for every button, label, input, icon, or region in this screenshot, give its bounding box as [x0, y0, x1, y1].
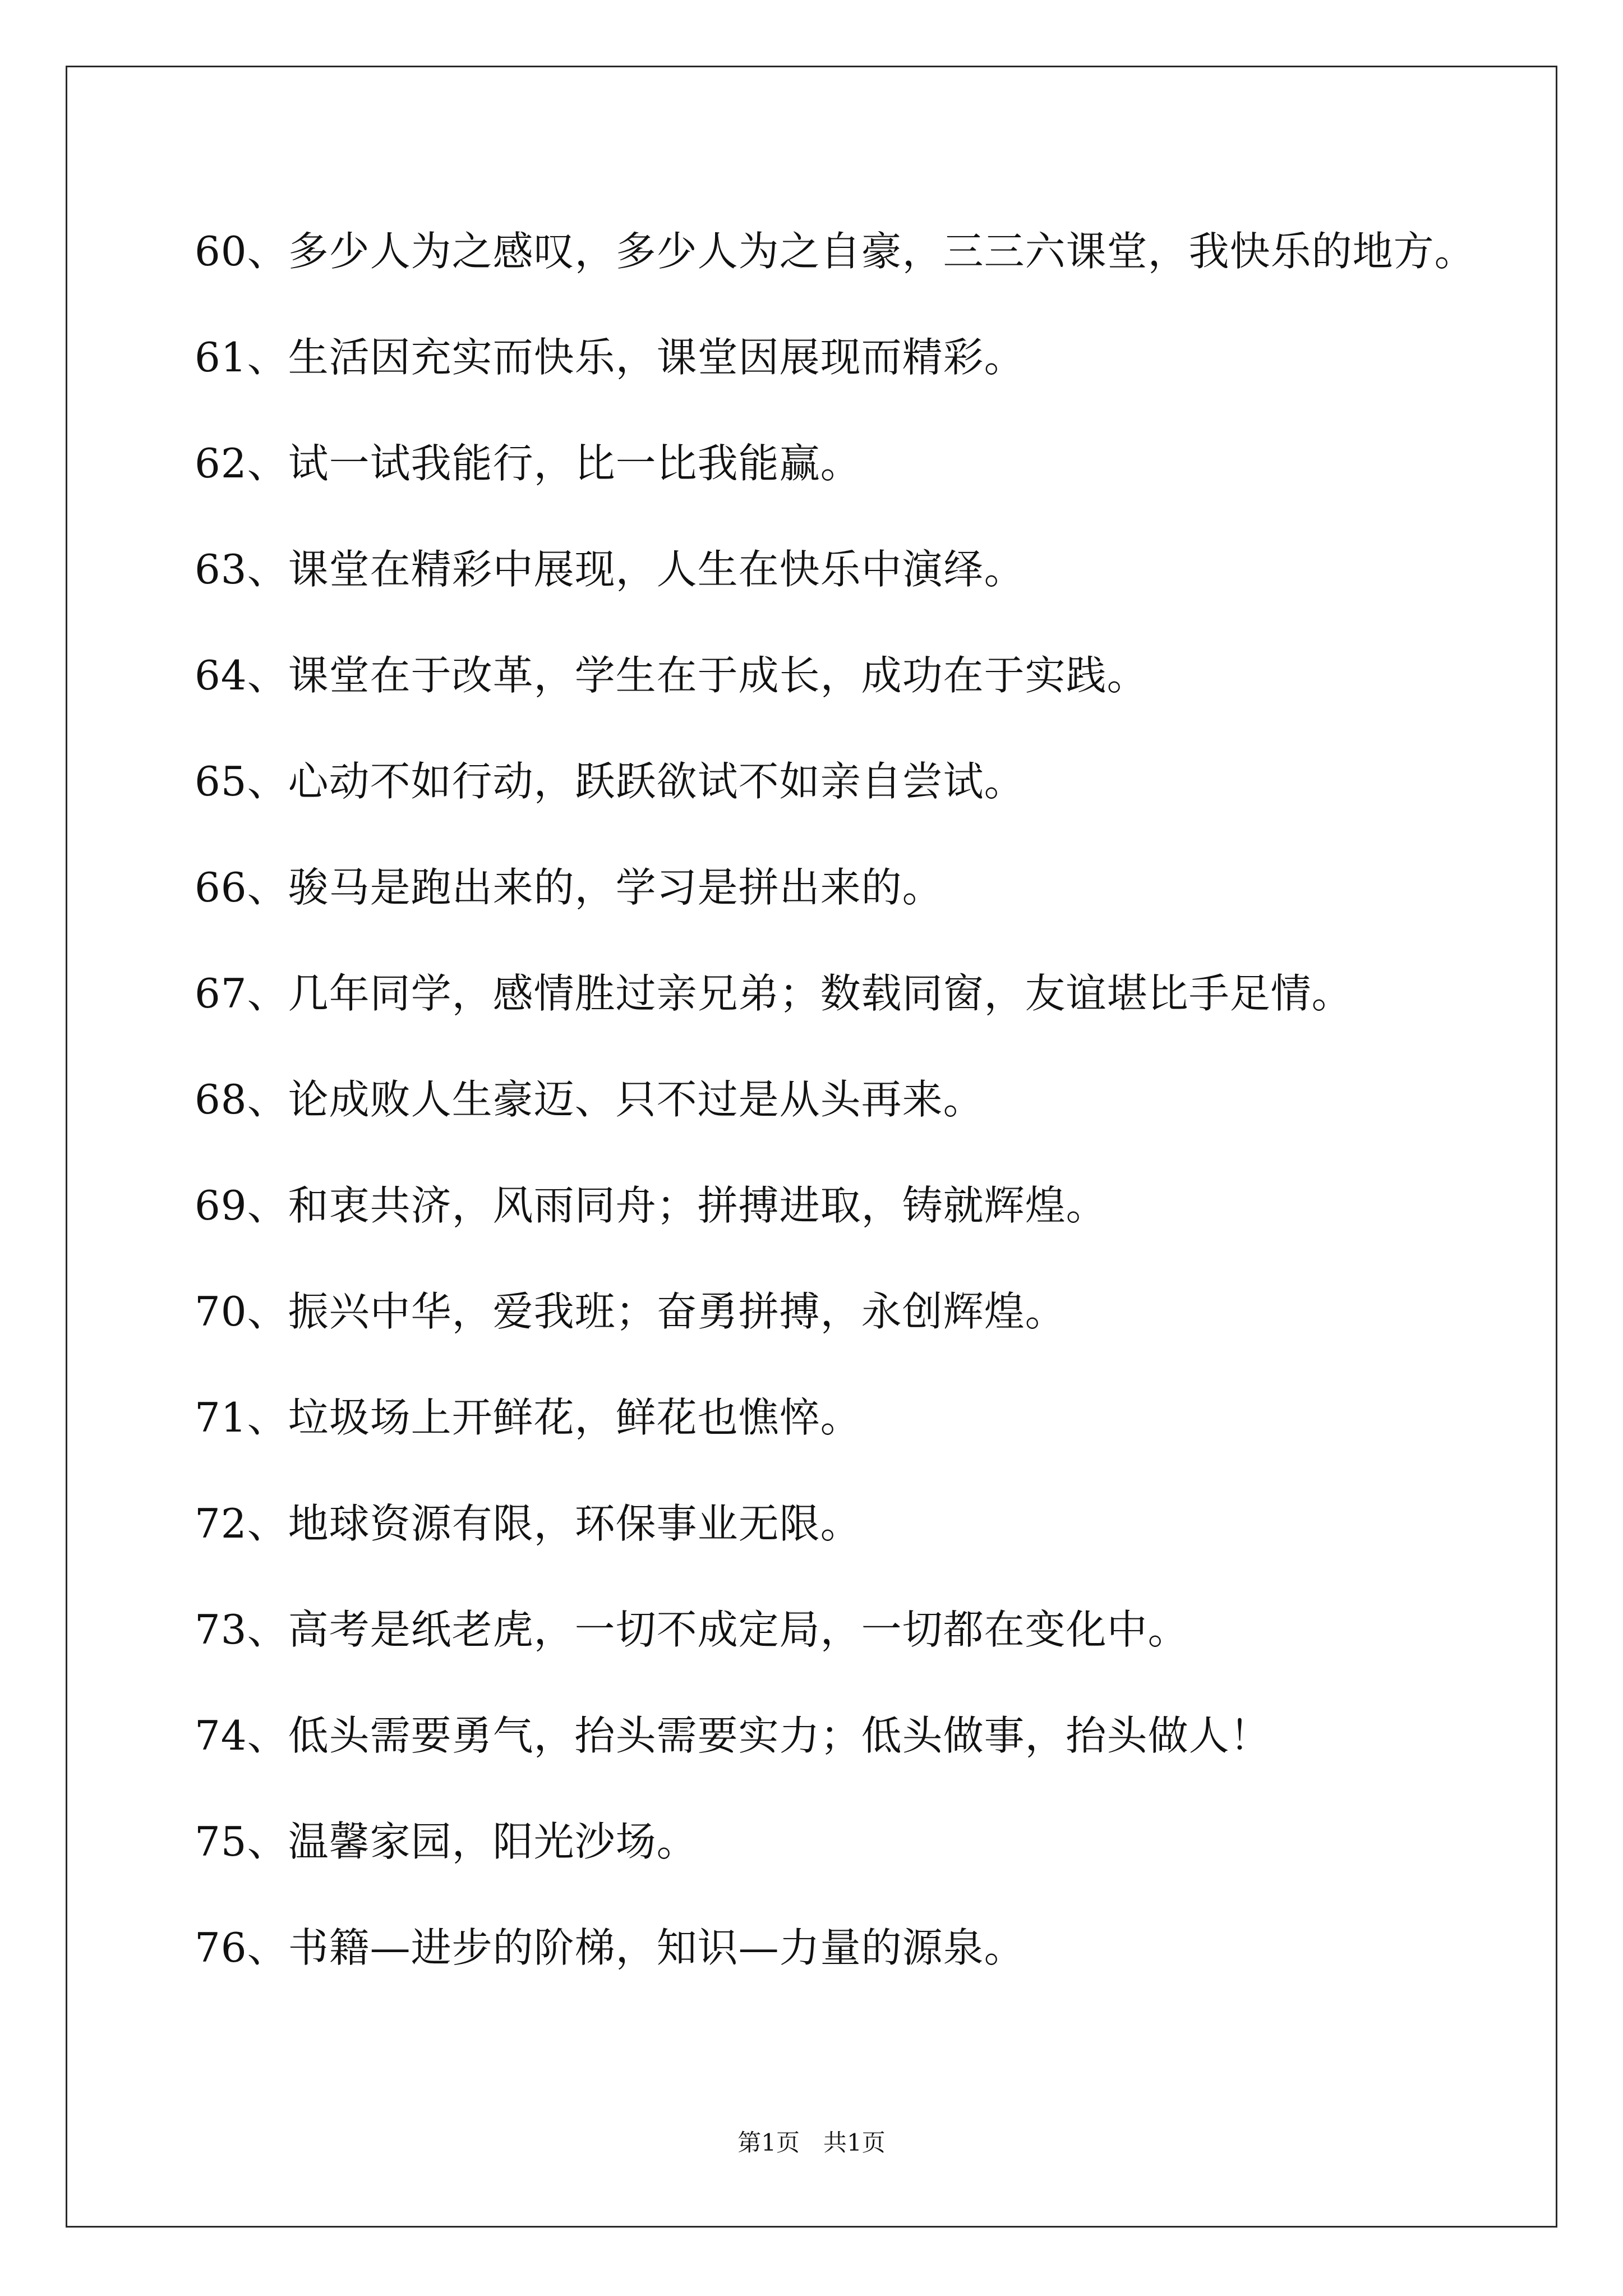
quote-line: 63、课堂在精彩中展现，人生在快乐中演绎。: [195, 546, 1025, 593]
quote-line: 75、温馨家园，阳光沙场。: [195, 1818, 698, 1865]
quote-line: 74、低头需要勇气，抬头需要实力；低头做事，抬头做人！: [195, 1712, 1271, 1759]
quote-line: 72、地球资源有限，环保事业无限。: [195, 1500, 861, 1547]
quote-line: 69、和衷共济，风雨同舟；拼搏进取，铸就辉煌。: [195, 1182, 1107, 1229]
quote-list: [195, 199, 1541, 2001]
page-footer: 第1页 共1页: [737, 2129, 886, 2156]
quote-line: 61、生活因充实而快乐，课堂因展现而精彩。: [195, 334, 1025, 381]
quote-line: 64、课堂在于改革，学生在于成长，成功在于实践。: [195, 652, 1148, 699]
quote-line: 60、多少人为之感叹，多少人为之自豪，三三六课堂，我快乐的地方。: [195, 228, 1476, 275]
quote-line: 76、书籍—进步的阶梯，知识—力量的源泉。: [195, 1924, 1025, 1971]
quote-line: 70、振兴中华，爱我班；奋勇拼搏，永创辉煌。: [195, 1288, 1066, 1335]
quote-line: 73、高考是纸老虎，一切不成定局，一切都在变化中。: [195, 1606, 1189, 1653]
quote-line: 68、论成败人生豪迈、只不过是从头再来。: [195, 1076, 984, 1123]
quote-line: 71、垃圾场上开鲜花，鲜花也憔悴。: [195, 1394, 861, 1441]
quote-line: 66、骏马是跑出来的，学习是拼出来的。: [195, 864, 943, 911]
quote-line: 62、试一试我能行，比一比我能赢。: [195, 440, 861, 487]
quote-line: 65、心动不如行动，跃跃欲试不如亲自尝试。: [195, 758, 1025, 805]
quote-line: 67、几年同学，感情胜过亲兄弟；数载同窗，友谊堪比手足情。: [195, 970, 1353, 1017]
